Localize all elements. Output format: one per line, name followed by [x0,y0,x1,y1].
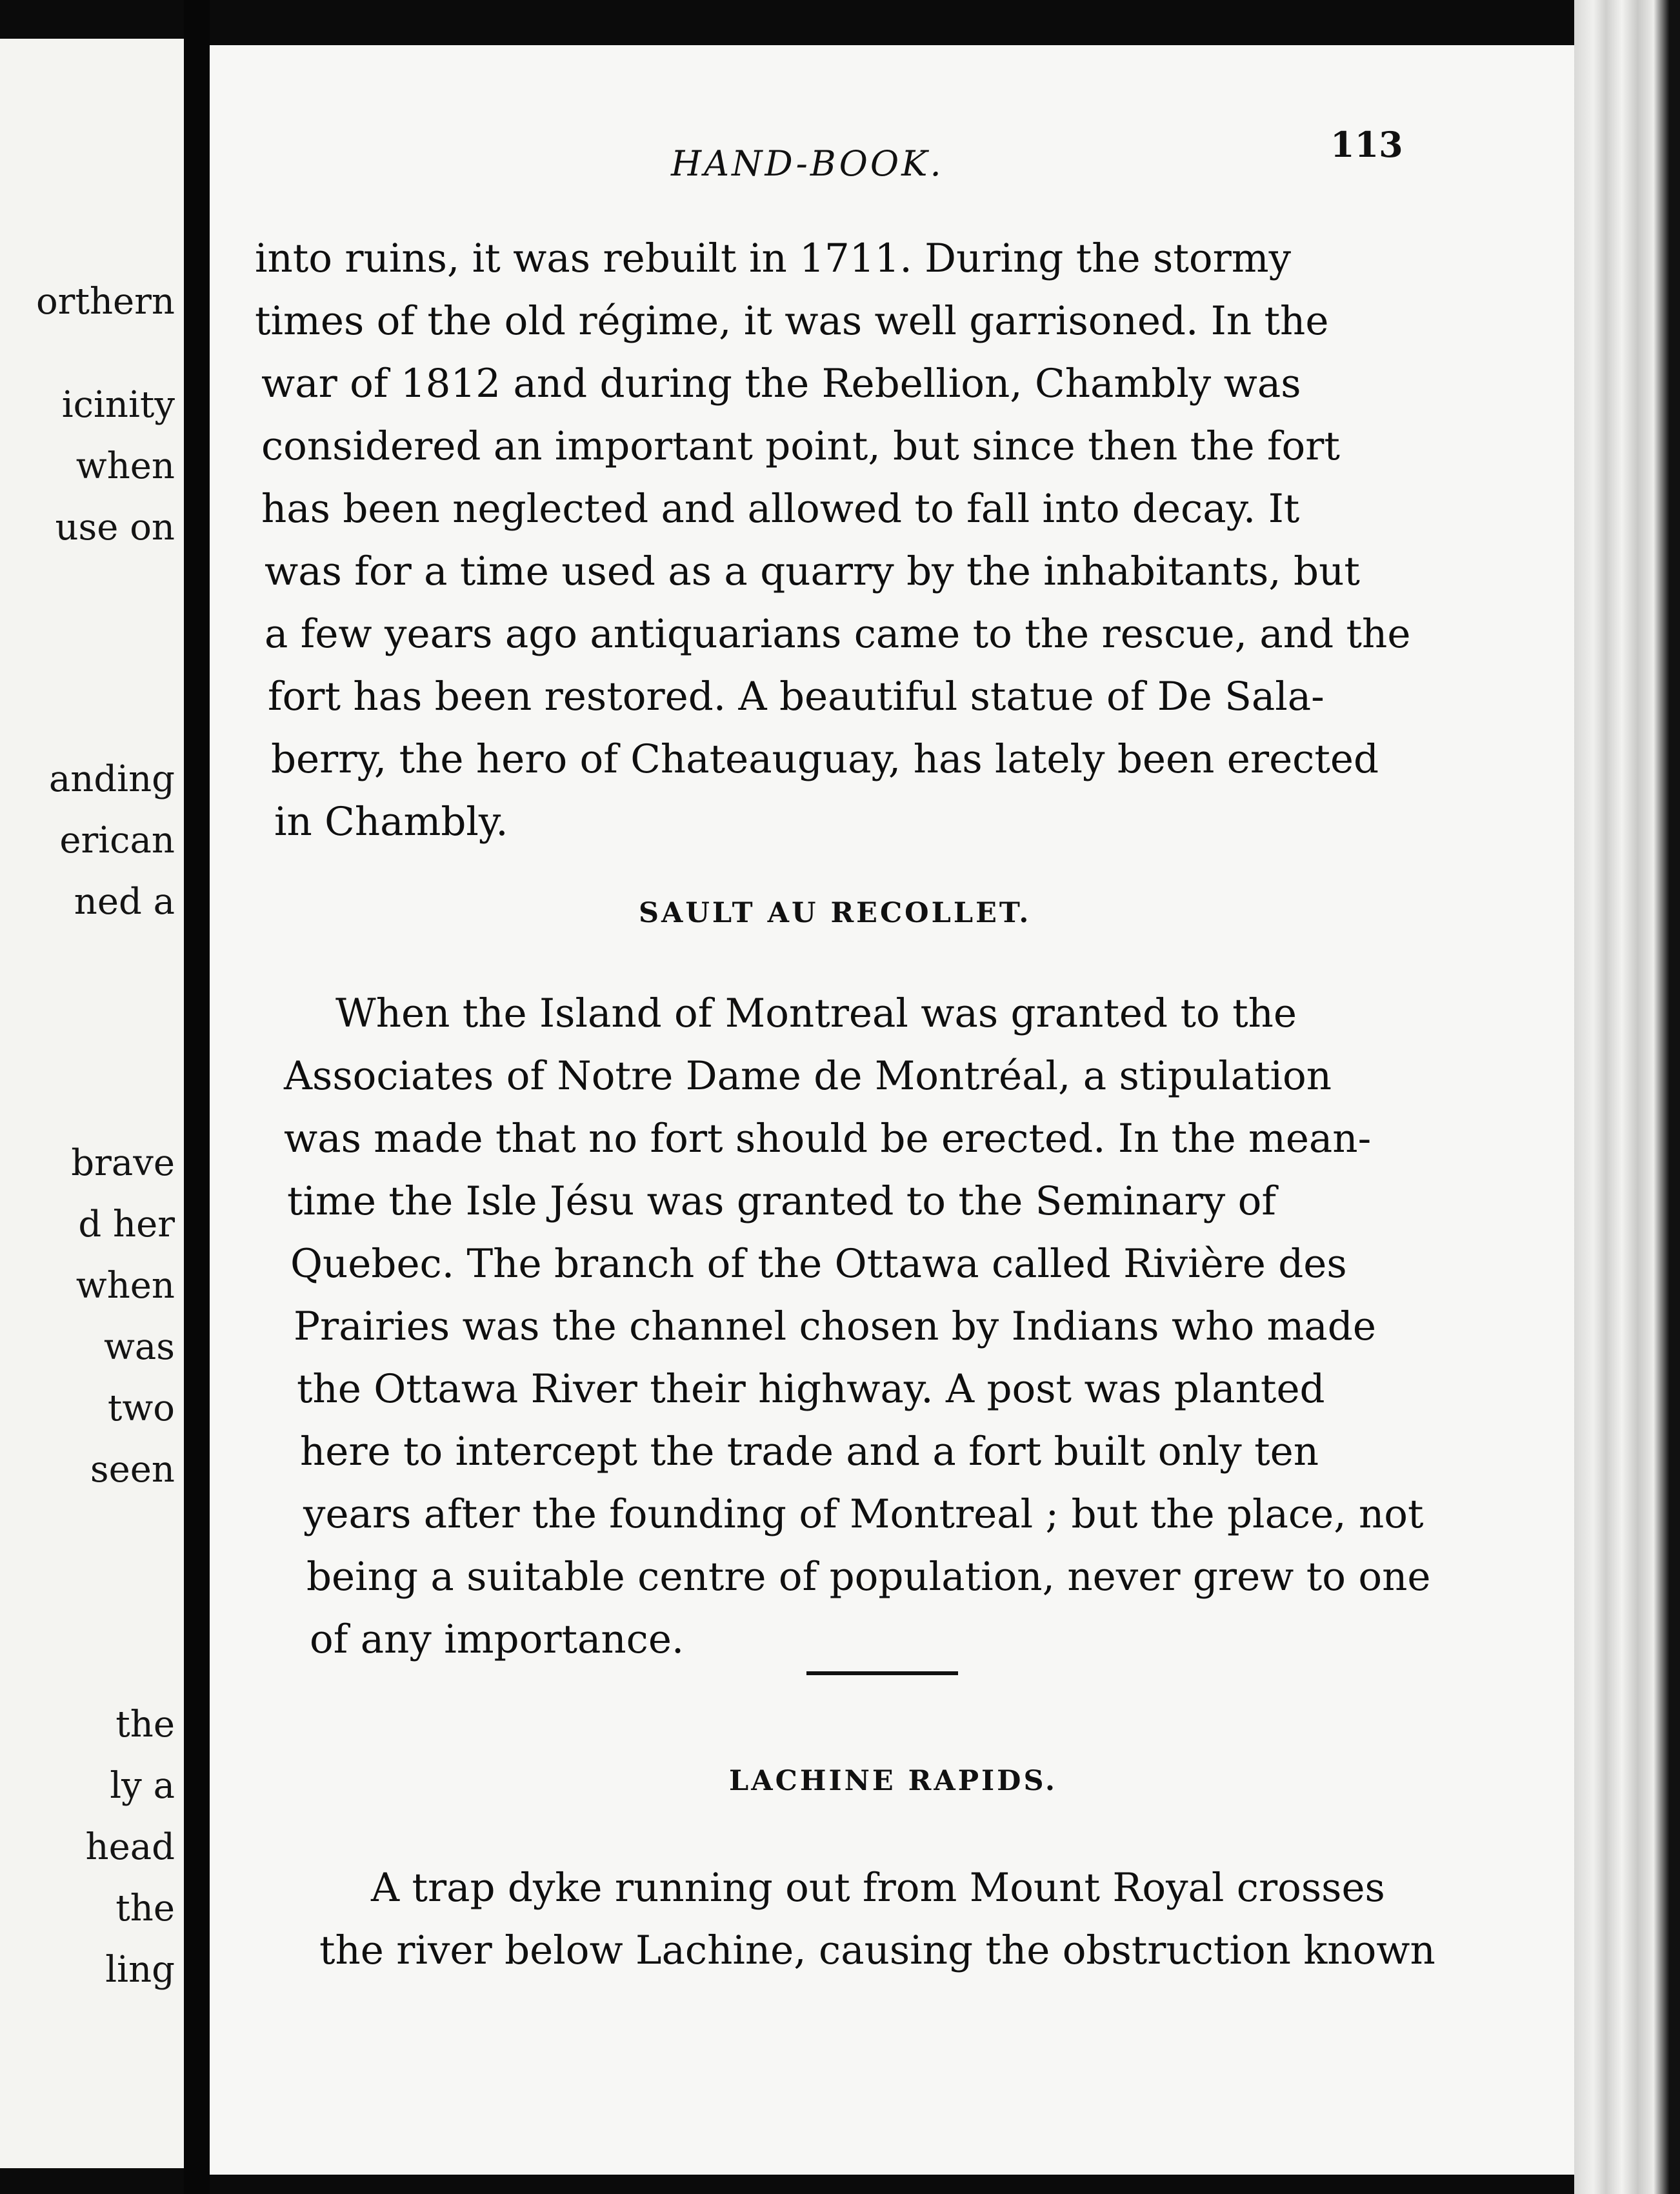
facing-page-line: use on [55,507,175,548]
section-heading: LACHINE RAPIDS. [729,1765,1057,1797]
paragraph-2-line: being a suitable centre of population, never grew to one [306,1554,1431,1600]
facing-page-line: when [75,445,175,487]
paragraph-2-line: Prairies was the channel chosen by Indians who made [294,1303,1376,1349]
paragraph-1-line: times of the old régime, it was well garrisoned. In the [255,298,1329,344]
facing-page-line: two [107,1387,175,1429]
paragraph-1-line: berry, the hero of Chateauguay, has lately been erected [271,736,1379,782]
facing-page-line: ly a [110,1765,175,1807]
facing-page-line: ling [105,1949,175,1991]
facing-page-line: anding [48,758,175,800]
paragraph-2-line: Associates of Notre Dame de Montréal, a stipulation [284,1053,1332,1099]
paragraph-1-line: considered an important point, but since then the fort [261,423,1340,469]
facing-page-line: head [85,1826,175,1868]
paragraph-1-line: has been neglected and allowed to fall into decay. It [261,486,1300,532]
page-number: 113 [1330,124,1403,165]
paragraph-2-line: years after the founding of Montreal ; but the place, not [303,1491,1424,1537]
paragraph-2-line: of any importance. [310,1616,685,1662]
paragraph-1-line: war of 1812 and during the Rebellion, Chambly was [261,361,1301,407]
paragraph-1-line: was for a time used as a quarry by the inhabitants, but [265,548,1360,594]
section-heading: SAULT AU RECOLLET. [639,897,1032,929]
running-head: HAND-BOOK. [671,143,944,184]
facing-page-line: the [115,1704,175,1746]
section-divider [806,1671,958,1675]
facing-page-line: brave [71,1142,175,1184]
paragraph-3-line: A trap dyke running out from Mount Royal crosses [371,1865,1385,1911]
page-edges [1574,0,1680,2194]
facing-page-line: the [115,1887,175,1929]
paragraph-1-line: fort has been restored. A beautiful statue of De Sala- [268,674,1325,720]
paragraph-2-line: the Ottawa River their highway. A post was planted [297,1366,1325,1412]
paragraph-2-line: When the Island of Montreal was granted to the [335,991,1297,1036]
paragraph-1-line: a few years ago antiquarians came to the rescue, and the [265,611,1411,657]
facing-page-line: orthern [35,281,175,323]
paragraph-2-line: was made that no fort should be erected. In the mean- [284,1116,1372,1162]
facing-page-line: erican [59,820,175,861]
facing-page [0,39,184,2168]
facing-page-line: d her [78,1203,175,1245]
paragraph-2-line: time the Isle Jésu was granted to the Seminary of [287,1178,1276,1224]
paragraph-3-line: the river below Lachine, causing the obstruction known [319,1927,1435,1973]
facing-page-line: seen [90,1449,175,1491]
facing-page-line: was [103,1326,175,1368]
facing-page-line: when [75,1265,175,1307]
paragraph-1-line: in Chambly. [274,799,508,845]
paragraph-1-line: into ruins, it was rebuilt in 1711. During the stormy [255,236,1292,281]
paragraph-2-line: Quebec. The branch of the Ottawa called Rivière des [290,1241,1347,1287]
paragraph-2-line: here to intercept the trade and a fort built only ten [300,1429,1319,1474]
facing-page-line: ned a [74,881,175,923]
book-gutter [184,0,210,2194]
facing-page-line: icinity [61,384,175,426]
